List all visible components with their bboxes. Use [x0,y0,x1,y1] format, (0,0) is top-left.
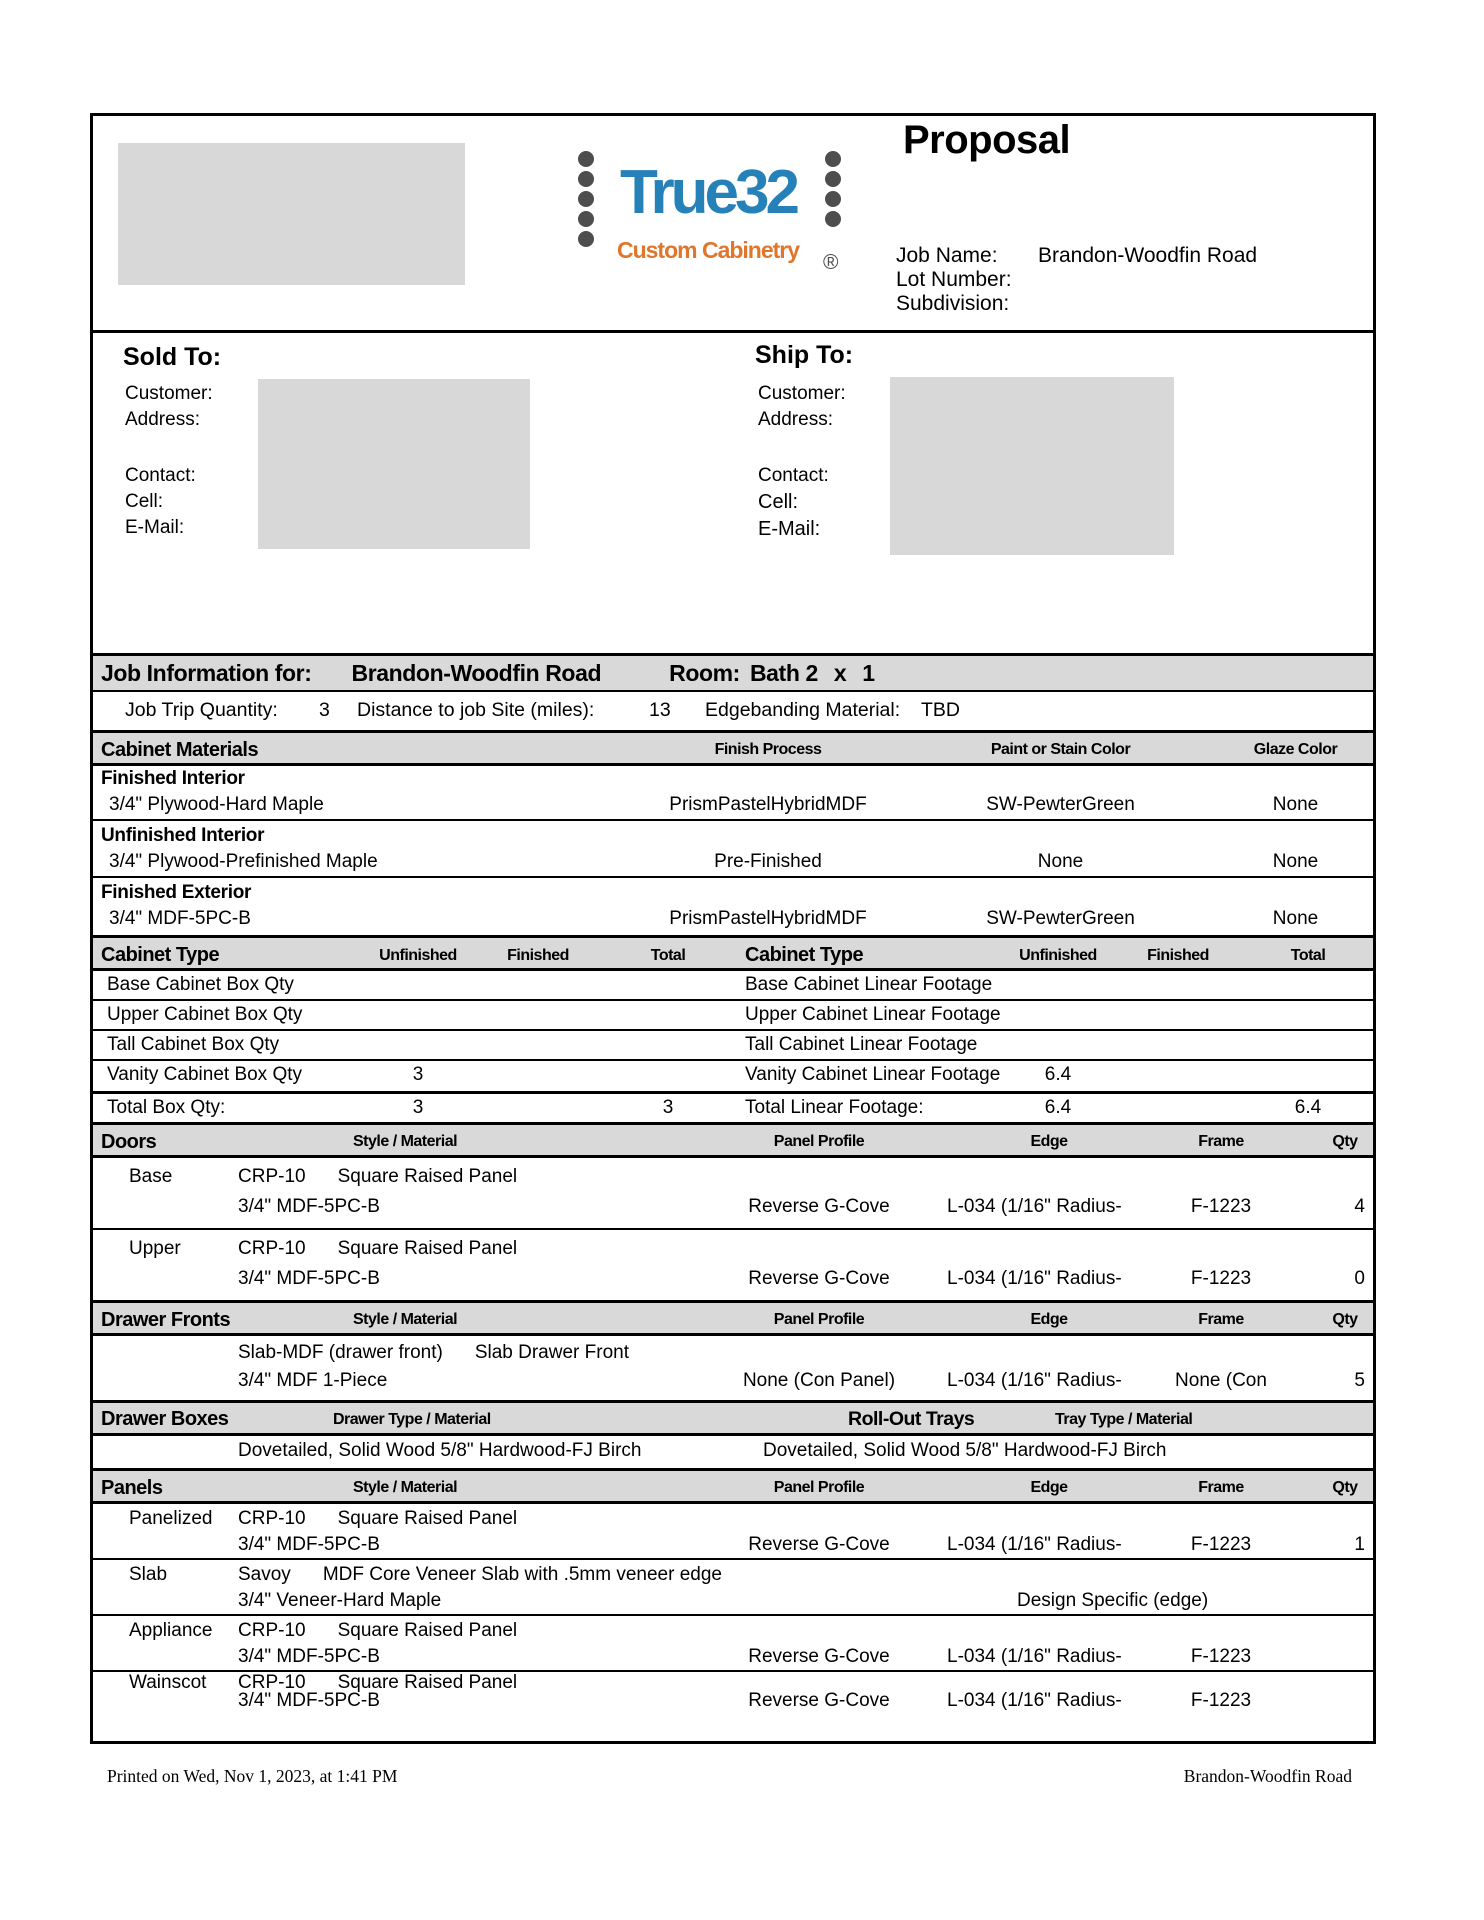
panel-material: 3/4" MDF-5PC-B [238,1690,380,1711]
job-information-bar [93,653,1373,692]
sold-to-contact-label: Contact: [125,465,196,486]
qty-header: Qty [1332,1479,1358,1496]
door-style-code: CRP-10 [238,1238,306,1259]
cabinet-type-row [93,1031,1373,1061]
panel-profile-header: Panel Profile [773,1133,865,1150]
row-left-label: Tall Cabinet Box Qty [107,1034,280,1055]
drawer-front-edge: L-034 (1/16" Radius- [947,1370,1122,1391]
drawer-boxes-header [93,1400,1373,1436]
door-row [93,1230,1373,1300]
row-right-label: Vanity Cabinet Linear Footage [745,1064,1001,1085]
drawer-front-style-name: Slab Drawer Front [474,1342,629,1363]
frame-header: Frame [1198,1311,1244,1328]
edge-header: Edge [1030,1133,1068,1150]
trip-qty-value: 3 [319,699,330,721]
row-right-total [1243,1031,1373,1059]
job-info-name: Brandon-Woodfin Road [351,659,602,686]
door-style-code: CRP-10 [238,1166,306,1187]
row-right-finished [1113,1094,1243,1122]
door-panel-profile: Reverse G-Cove [748,1196,890,1217]
panel-type: Slab [129,1564,168,1585]
logo-tagline: Custom Cabinetry [616,237,800,263]
row-left-total [603,1001,733,1029]
total-header-right: Total [1290,946,1326,964]
panel-material: 3/4" Veneer-Hard Maple [238,1590,442,1611]
panel-type: Appliance [129,1620,213,1641]
drawer-front-qty: 5 [1354,1370,1365,1391]
door-type: Upper [129,1238,181,1259]
panel-material: 3/4" MDF-5PC-B [238,1534,380,1555]
row-left-unfinished: 3 [412,1097,424,1118]
job-name-value: Brandon-Woodfin Road [1038,244,1258,267]
row-right-total: 6.4 [1294,1097,1322,1118]
row-left-label: Upper Cabinet Box Qty [107,1004,303,1025]
material-glaze: None [1272,851,1319,872]
panel-type: Panelized [129,1508,213,1529]
unfinished-header-left: Unfinished [379,946,457,964]
ship-to-email-label: E-Mail: [758,518,821,540]
panel-frame: F-1223 [1190,1534,1252,1555]
finished-header-right: Finished [1147,946,1209,964]
material-glaze: None [1272,908,1319,929]
true32-logo [578,151,848,311]
material-finish: PrismPastelHybridMDF [669,794,867,815]
drawer-type-material-header: Drawer Type / Material [333,1411,491,1428]
material-row [93,849,1373,878]
edge-header: Edge [1030,1311,1068,1328]
door-qty: 0 [1354,1268,1365,1289]
document-title: Proposal [903,118,1071,162]
qty-header: Qty [1332,1133,1358,1150]
door-style-name: Square Raised Panel [337,1166,518,1187]
logo-wordmark: True32 [620,158,796,227]
material-paint: None [1037,851,1084,872]
drawer-front-type [93,1342,223,1364]
lot-number-label: Lot Number: [896,268,1012,291]
row-left-unfinished [363,971,473,999]
doors-header [93,1122,1373,1158]
room-count: 1 [862,659,875,686]
row-left-finished [473,971,603,999]
cabinet-materials-header [93,730,1373,766]
parties-section [93,333,1373,653]
material-group [93,880,1373,935]
door-edge: L-034 (1/16" Radius- [947,1196,1122,1217]
style-material-header: Style / Material [353,1133,458,1150]
material-group-title: Finished Exterior [101,882,252,903]
material-group [93,766,1373,823]
door-edge: L-034 (1/16" Radius- [947,1268,1122,1289]
finished-header-left: Finished [507,946,569,964]
materials-section-label: Cabinet Materials [101,738,259,761]
finish-process-header: Finish Process [714,741,822,758]
printed-timestamp: Printed on Wed, Nov 1, 2023, at 1:41 PM [107,1766,398,1786]
row-right-total [1243,1061,1373,1091]
material-group [93,823,1373,880]
edgebanding-value: TBD [921,699,960,721]
material-finish: PrismPastelHybridMDF [669,908,867,929]
sold-to-cell-label: Cell: [125,491,164,512]
distance-value: 13 [649,699,671,721]
material-glaze: None [1272,794,1319,815]
material-group-title: Finished Interior [101,768,245,789]
page-header [93,116,1373,333]
panel-row [93,1504,1373,1560]
trip-qty-label: Job Trip Quantity: [125,699,278,721]
cabinet-type-row [93,1001,1373,1031]
room-multiplier: x [833,659,847,686]
proposal-page [90,113,1376,1744]
panel-edge: L-034 (1/16" Radius- [947,1534,1122,1555]
glaze-color-header: Glaze Color [1253,741,1338,758]
row-left-label: Total Box Qty: [107,1097,226,1118]
panel-style-code: Savoy [238,1564,291,1585]
material-group-title: Unfinished Interior [101,825,265,846]
row-left-total [603,1031,733,1059]
drawer-front-style-code: Slab-MDF (drawer front) [238,1342,443,1363]
material-paint: SW-PewterGreen [986,908,1135,929]
doors-section-label: Doors [101,1130,157,1153]
frame-header: Frame [1198,1133,1244,1150]
row-right-total [1243,1001,1373,1029]
row-left-total [603,1061,733,1091]
door-material: 3/4" MDF-5PC-B [238,1268,380,1289]
door-panel-profile: Reverse G-Cove [748,1268,890,1289]
panel-panel-profile [691,1590,947,1612]
row-right-unfinished [1003,1001,1113,1029]
row-right-unfinished [1003,1031,1113,1059]
row-left-finished [473,1094,603,1122]
row-left-finished [473,1001,603,1029]
drawer-front-material: 3/4" MDF 1-Piece [238,1370,388,1391]
panels-header [93,1468,1373,1504]
panel-panel-profile: Reverse G-Cove [748,1690,890,1711]
edge-header: Edge [1030,1479,1068,1496]
sold-to-title: Sold To: [123,343,222,371]
material-finish: Pre-Finished [714,851,822,872]
material-paint: SW-PewterGreen [986,794,1135,815]
panel-edge: L-034 (1/16" Radius- [947,1690,1122,1711]
footer-job-name: Brandon-Woodfin Road [1183,1766,1352,1786]
drawer-box-row [93,1436,1373,1468]
door-row [93,1158,1373,1230]
row-left-finished [473,1061,603,1091]
sold-to-email-label: E-Mail: [125,517,185,538]
panel-frame: F-1223 [1190,1646,1252,1667]
job-info-label: Job Information for: [101,659,312,686]
row-left-label: Base Cabinet Box Qty [107,974,294,995]
frame-header: Frame [1198,1479,1244,1496]
panel-style-name: MDF Core Veneer Slab with .5mm veneer edge [322,1564,722,1585]
panel-style-name: Square Raised Panel [337,1508,518,1529]
tray-type-material-header: Tray Type / Material [1055,1411,1193,1428]
row-right-finished [1113,1061,1243,1091]
unfinished-header-right: Unfinished [1019,946,1097,964]
panel-style-code: CRP-10 [238,1508,306,1529]
panel-qty: 1 [1354,1534,1365,1555]
logo-dots-right-icon [825,151,841,227]
registered-trademark-icon: ® [823,251,839,274]
sold-to-customer-label: Customer: [125,383,213,404]
panel-qty [1291,1690,1373,1712]
row-left-label: Vanity Cabinet Box Qty [107,1064,303,1085]
cabinet-type-row [93,1061,1373,1091]
ship-to-title: Ship To: [755,341,854,369]
drawer-front-frame: None (Con [1175,1370,1267,1391]
row-right-label: Base Cabinet Linear Footage [745,974,993,995]
panel-style-code: CRP-10 [238,1620,306,1641]
panel-style-name: Square Raised Panel [337,1672,518,1693]
drawer-boxes-section-label: Drawer Boxes [101,1408,229,1430]
panel-qty [1291,1590,1373,1612]
drawer-fronts-header [93,1300,1373,1336]
panel-frame: F-1223 [1190,1690,1252,1711]
row-right-label: Total Linear Footage: [745,1097,924,1118]
door-type: Base [129,1166,173,1187]
drawer-front-row [93,1336,1373,1400]
redacted-sold-to-info [258,379,530,549]
roll-out-tray-material: Dovetailed, Solid Wood 5/8" Hardwood-FJ Birch [763,1440,1167,1461]
subdivision-label: Subdivision: [896,292,1010,315]
panel-edge: L-034 (1/16" Radius- [947,1646,1122,1667]
cabinet-type-label-left: Cabinet Type [101,944,220,966]
style-material-header: Style / Material [353,1479,458,1496]
redacted-ship-to-info [890,377,1174,555]
row-right-finished [1113,1031,1243,1059]
panel-panel-profile: Reverse G-Cove [748,1646,890,1667]
panel-profile-header: Panel Profile [773,1311,865,1328]
material-name: 3/4" Plywood-Prefinished Maple [109,851,378,872]
roll-out-trays-label: Roll-Out Trays [848,1408,975,1430]
material-row [93,906,1373,935]
panel-style-name: Square Raised Panel [337,1620,518,1641]
row-right-unfinished: 6.4 [1044,1097,1072,1118]
cabinet-type-label-right: Cabinet Type [745,944,864,966]
material-row [93,792,1373,821]
row-left-unfinished [363,1031,473,1059]
job-trip-row [93,692,1373,730]
qty-header: Qty [1332,1311,1358,1328]
total-header-left: Total [650,946,686,964]
cabinet-type-total-row [93,1091,1373,1122]
cabinet-type-header [93,935,1373,971]
door-material: 3/4" MDF-5PC-B [238,1196,380,1217]
panel-row [93,1616,1373,1672]
panel-type: Wainscot [129,1672,207,1693]
panel-edge: Design Specific (edge) [1017,1590,1209,1611]
row-left-unfinished [363,1001,473,1029]
ship-to-contact-label: Contact: [758,465,829,486]
row-right-label: Tall Cabinet Linear Footage [745,1034,978,1055]
row-right-label: Upper Cabinet Linear Footage [745,1004,1001,1025]
drawer-fronts-section-label: Drawer Fronts [101,1308,231,1331]
panel-material: 3/4" MDF-5PC-B [238,1646,380,1667]
panel-row [93,1560,1373,1616]
row-left-finished [473,1031,603,1059]
redacted-company-block [118,143,465,285]
row-left-total [603,971,733,999]
material-name: 3/4" MDF-5PC-B [109,908,251,929]
door-style-name: Square Raised Panel [337,1238,518,1259]
ship-to-address-label: Address: [758,409,833,430]
door-frame: F-1223 [1190,1268,1252,1289]
logo-dots-left-icon [578,151,594,247]
style-material-header: Style / Material [353,1311,458,1328]
job-name-line [896,244,1366,268]
row-left-unfinished: 3 [412,1064,424,1085]
material-name: 3/4" Plywood-Hard Maple [109,794,324,815]
job-name-label: Job Name: [896,244,998,267]
ship-to-cell-label: Cell: [758,491,799,513]
row-right-unfinished: 6.4 [1044,1064,1072,1085]
panel-qty [1291,1646,1373,1668]
row-right-finished [1113,1001,1243,1029]
ship-to-customer-label: Customer: [758,383,846,404]
sold-to-address-label: Address: [125,409,200,430]
panel-row [93,1672,1373,1741]
door-qty: 4 [1354,1196,1365,1217]
row-right-unfinished [1003,971,1113,999]
drawer-front-panel-profile: None (Con Panel) [742,1370,896,1391]
cabinet-type-row [93,971,1373,1001]
edgebanding-label: Edgebanding Material: [705,699,901,721]
panel-frame [1151,1590,1291,1612]
panels-section-label: Panels [101,1476,163,1499]
door-frame: F-1223 [1190,1196,1252,1217]
room-label: Room: [669,659,740,686]
panel-style-code: CRP-10 [238,1672,306,1693]
paint-stain-header: Paint or Stain Color [990,741,1131,758]
panel-panel-profile: Reverse G-Cove [748,1534,890,1555]
row-right-total [1243,971,1373,999]
row-right-finished [1113,971,1243,999]
distance-label: Distance to job Site (miles): [357,699,595,721]
panel-profile-header: Panel Profile [773,1479,865,1496]
drawer-box-material: Dovetailed, Solid Wood 5/8" Hardwood-FJ Birch [238,1440,642,1461]
row-left-total: 3 [662,1097,674,1118]
room-value: Bath 2 [749,659,818,686]
